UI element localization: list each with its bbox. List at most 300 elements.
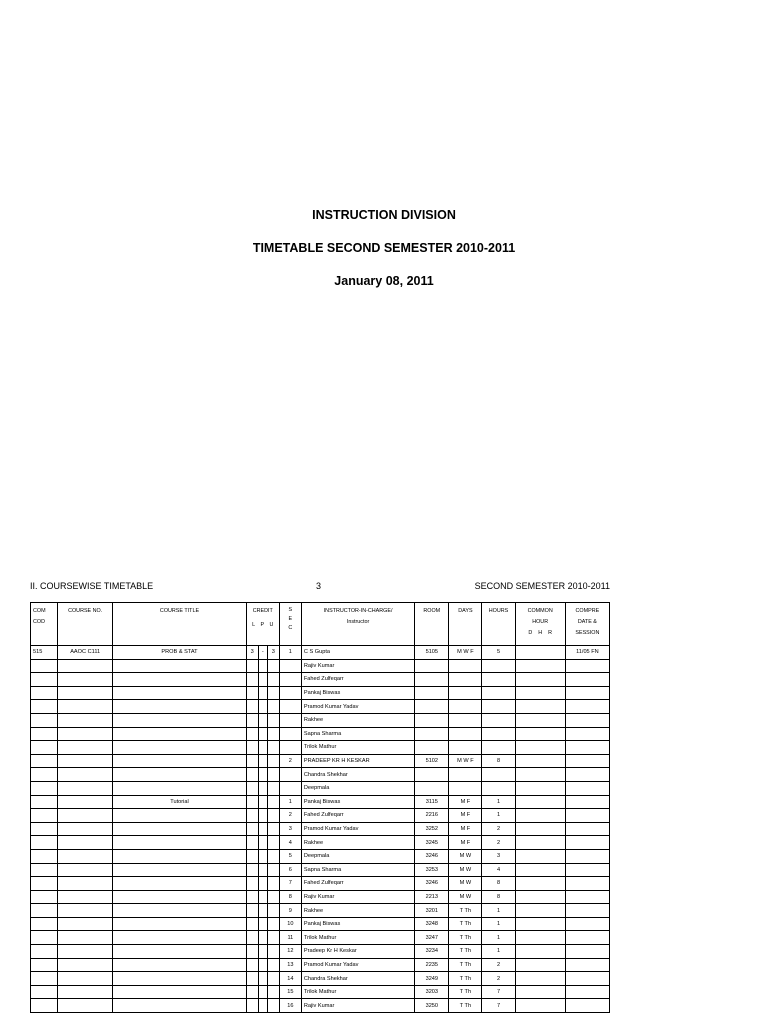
cell-compre: 11/05 FN: [565, 646, 609, 660]
cell-room: 3115: [415, 795, 449, 809]
cell-room: 2235: [415, 958, 449, 972]
cell-room: [415, 673, 449, 687]
cell-hours: 4: [482, 863, 515, 877]
cell-credit-l: [246, 849, 258, 863]
cell-course-title: [113, 700, 246, 714]
cell-common-hour: [515, 863, 565, 877]
cell-credit-l: [246, 836, 258, 850]
cell-common-hour: [515, 727, 565, 741]
cell-comcod: [31, 741, 58, 755]
cell-room: 3245: [415, 836, 449, 850]
cell-comcod: [31, 809, 58, 823]
cell-hours: [482, 768, 515, 782]
cell-comcod: [31, 849, 58, 863]
cell-credit-u: [267, 904, 279, 918]
cell-sec: 2: [279, 754, 301, 768]
cell-course-no: [58, 822, 113, 836]
cell-room: [415, 781, 449, 795]
cell-course-no: [58, 972, 113, 986]
cell-course-no: [58, 863, 113, 877]
cell-days: M F: [449, 836, 482, 850]
cell-hours: 7: [482, 985, 515, 999]
cell-sec: [279, 686, 301, 700]
cell-credit-p: [258, 931, 267, 945]
cell-comcod: [31, 877, 58, 891]
cell-room: 3250: [415, 999, 449, 1013]
cell-days: T Th: [449, 972, 482, 986]
cell-compre: [565, 863, 609, 877]
cell-credit-u: [267, 849, 279, 863]
cell-credit-u: [267, 700, 279, 714]
cell-hours: [482, 727, 515, 741]
table-row: [31, 646, 610, 660]
cell-sec: [279, 781, 301, 795]
cell-credit-l: [246, 958, 258, 972]
cell-course-title: [113, 822, 246, 836]
timetable-body: [31, 646, 610, 1013]
cell-credit-l: [246, 822, 258, 836]
cell-course-title: [113, 754, 246, 768]
cell-course-no: [58, 713, 113, 727]
cell-days: M W F: [449, 646, 482, 660]
cell-common-hour: [515, 781, 565, 795]
cell-comcod: [31, 781, 58, 795]
cell-course-title: [113, 945, 246, 959]
cell-comcod: [31, 931, 58, 945]
cell-compre: [565, 972, 609, 986]
table-row: [31, 795, 610, 809]
cell-common-hour: [515, 754, 565, 768]
cell-compre: [565, 917, 609, 931]
cell-hours: [482, 700, 515, 714]
table-row: [31, 958, 610, 972]
cell-credit-u: [267, 999, 279, 1013]
cell-room: [415, 659, 449, 673]
table-row: [31, 822, 610, 836]
cell-days: [449, 781, 482, 795]
cell-compre: [565, 700, 609, 714]
cell-hours: [482, 673, 515, 687]
cell-common-hour: [515, 686, 565, 700]
cell-course-title: Tutorial: [113, 795, 246, 809]
cell-course-title: [113, 877, 246, 891]
table-row: [31, 768, 610, 782]
cell-course-title: [113, 972, 246, 986]
cell-common-hour: [515, 985, 565, 999]
table-row: [31, 700, 610, 714]
cell-hours: [482, 741, 515, 755]
cell-credit-p: [258, 836, 267, 850]
cell-common-hour: [515, 741, 565, 755]
cell-hours: 8: [482, 754, 515, 768]
cell-course-no: [58, 985, 113, 999]
cell-course-title: [113, 931, 246, 945]
cell-instructor: Fahed Zulfeqarr: [301, 809, 414, 823]
table-row: [31, 659, 610, 673]
cell-days: [449, 768, 482, 782]
cell-days: T Th: [449, 958, 482, 972]
col-course-no: COURSE NO.: [58, 603, 113, 646]
table-row: [31, 972, 610, 986]
cell-days: M W F: [449, 754, 482, 768]
cell-sec: [279, 727, 301, 741]
cell-common-hour: [515, 713, 565, 727]
cell-instructor: PRADEEP KR H KESKAR: [301, 754, 414, 768]
cell-days: [449, 713, 482, 727]
cell-days: [449, 673, 482, 687]
cell-instructor: Trilok Mathur: [301, 931, 414, 945]
cell-compre: [565, 958, 609, 972]
cell-course-no: [58, 781, 113, 795]
cell-room: 3247: [415, 931, 449, 945]
cell-days: [449, 741, 482, 755]
cell-days: [449, 700, 482, 714]
cell-credit-p: -: [258, 646, 267, 660]
cell-course-no: [58, 904, 113, 918]
cell-sec: 7: [279, 877, 301, 891]
cell-credit-l: [246, 700, 258, 714]
cell-comcod: [31, 686, 58, 700]
cell-credit-l: [246, 917, 258, 931]
cell-comcod: [31, 985, 58, 999]
cell-hours: 3: [482, 849, 515, 863]
cell-comcod: [31, 945, 58, 959]
cell-credit-l: [246, 890, 258, 904]
cell-sec: [279, 741, 301, 755]
cell-course-title: [113, 958, 246, 972]
cell-credit-p: [258, 727, 267, 741]
cell-course-title: [113, 768, 246, 782]
cell-instructor: Sapna Sharma: [301, 727, 414, 741]
cell-instructor: Pramod Kumar Yadav: [301, 700, 414, 714]
cell-sec: 1: [279, 795, 301, 809]
cell-compre: [565, 768, 609, 782]
cell-credit-l: [246, 795, 258, 809]
cell-credit-u: [267, 754, 279, 768]
cell-course-no: [58, 795, 113, 809]
cell-course-no: AAOC C111: [58, 646, 113, 660]
cell-course-no: [58, 836, 113, 850]
table-row: [31, 727, 610, 741]
table-row: [31, 917, 610, 931]
cell-credit-l: [246, 741, 258, 755]
cell-course-title: [113, 863, 246, 877]
cell-days: M F: [449, 795, 482, 809]
cell-course-title: [113, 985, 246, 999]
cell-sec: [279, 673, 301, 687]
cell-course-no: [58, 659, 113, 673]
cell-compre: [565, 809, 609, 823]
semester-label: SECOND SEMESTER 2010-2011: [474, 581, 610, 591]
cell-comcod: [31, 890, 58, 904]
cell-sec: 16: [279, 999, 301, 1013]
cell-sec: 2: [279, 809, 301, 823]
cell-credit-l: [246, 999, 258, 1013]
cell-common-hour: [515, 999, 565, 1013]
table-row: [31, 931, 610, 945]
cell-comcod: 515: [31, 646, 58, 660]
cell-credit-p: [258, 904, 267, 918]
cell-comcod: [31, 822, 58, 836]
cell-instructor: Trilok Mathur: [301, 741, 414, 755]
cell-credit-l: [246, 985, 258, 999]
cell-common-hour: [515, 972, 565, 986]
cell-days: [449, 686, 482, 700]
cell-credit-p: [258, 700, 267, 714]
cell-common-hour: [515, 917, 565, 931]
cell-instructor: Pramod Kumar Yadav: [301, 958, 414, 972]
cell-sec: 1: [279, 646, 301, 660]
cell-credit-u: [267, 781, 279, 795]
cell-comcod: [31, 754, 58, 768]
cell-course-title: [113, 849, 246, 863]
col-common-hour: COMMON HOUR D H R: [515, 603, 565, 646]
cell-credit-u: [267, 768, 279, 782]
cell-credit-u: [267, 877, 279, 891]
cell-comcod: [31, 673, 58, 687]
cell-instructor: Rajiv Kumar: [301, 890, 414, 904]
cell-credit-p: [258, 741, 267, 755]
cell-comcod: [31, 904, 58, 918]
cell-credit-u: [267, 659, 279, 673]
cell-course-no: [58, 958, 113, 972]
cell-credit-l: [246, 768, 258, 782]
document-date: January 08, 2011: [334, 274, 434, 288]
table-row: [31, 673, 610, 687]
division-title: INSTRUCTION DIVISION: [312, 208, 456, 222]
cell-credit-u: 3: [267, 646, 279, 660]
cell-comcod: [31, 836, 58, 850]
cell-credit-u: [267, 836, 279, 850]
cell-instructor: Pankaj Biswas: [301, 917, 414, 931]
cell-common-hour: [515, 768, 565, 782]
cell-hours: 2: [482, 822, 515, 836]
cell-hours: 8: [482, 890, 515, 904]
cell-compre: [565, 904, 609, 918]
cell-course-no: [58, 754, 113, 768]
cell-room: [415, 713, 449, 727]
cell-instructor: Rajiv Kumar: [301, 999, 414, 1013]
cell-instructor: Rakhee: [301, 713, 414, 727]
cell-common-hour: [515, 673, 565, 687]
cell-hours: [482, 659, 515, 673]
col-hours: HOURS: [482, 603, 515, 646]
cell-credit-l: [246, 904, 258, 918]
page-number: 3: [316, 581, 322, 591]
cell-credit-l: [246, 673, 258, 687]
cell-compre: [565, 741, 609, 755]
cell-hours: 7: [482, 999, 515, 1013]
cell-comcod: [31, 727, 58, 741]
table-row: [31, 863, 610, 877]
cell-room: 2216: [415, 809, 449, 823]
cell-comcod: [31, 768, 58, 782]
col-room: ROOM: [415, 603, 449, 646]
cell-room: [415, 700, 449, 714]
cell-course-title: [113, 659, 246, 673]
cell-instructor: Rajiv Kumar: [301, 659, 414, 673]
cell-room: [415, 741, 449, 755]
cell-room: 3252: [415, 822, 449, 836]
cell-comcod: [31, 972, 58, 986]
cell-course-no: [58, 917, 113, 931]
cell-hours: 1: [482, 931, 515, 945]
cell-compre: [565, 945, 609, 959]
cell-instructor: Pramod Kumar Yadav: [301, 822, 414, 836]
cell-compre: [565, 985, 609, 999]
cell-days: M F: [449, 809, 482, 823]
cell-credit-p: [258, 877, 267, 891]
col-days: DAYS: [449, 603, 482, 646]
cell-credit-u: [267, 795, 279, 809]
cell-credit-u: [267, 741, 279, 755]
col-course-title: COURSE TITLE: [113, 603, 246, 646]
cell-credit-p: [258, 781, 267, 795]
cell-common-hour: [515, 646, 565, 660]
cell-common-hour: [515, 931, 565, 945]
cell-credit-u: [267, 972, 279, 986]
cell-course-no: [58, 890, 113, 904]
cell-comcod: [31, 795, 58, 809]
cell-course-title: [113, 999, 246, 1013]
cell-sec: 8: [279, 890, 301, 904]
cell-credit-p: [258, 958, 267, 972]
cell-course-title: [113, 727, 246, 741]
cell-credit-l: [246, 931, 258, 945]
cell-comcod: [31, 999, 58, 1013]
cell-credit-p: [258, 673, 267, 687]
cell-credit-l: [246, 877, 258, 891]
cell-sec: 6: [279, 863, 301, 877]
cell-common-hour: [515, 958, 565, 972]
cell-comcod: [31, 917, 58, 931]
cell-days: T Th: [449, 931, 482, 945]
cell-course-title: [113, 917, 246, 931]
cell-credit-u: [267, 686, 279, 700]
cell-compre: [565, 890, 609, 904]
cell-course-title: [113, 673, 246, 687]
cell-instructor: Deepmala: [301, 781, 414, 795]
cell-credit-u: [267, 713, 279, 727]
cell-hours: 1: [482, 809, 515, 823]
cell-compre: [565, 713, 609, 727]
cell-compre: [565, 727, 609, 741]
cell-credit-p: [258, 985, 267, 999]
section-title: II. COURSEWISE TIMETABLE: [30, 581, 154, 591]
cell-days: M W: [449, 877, 482, 891]
section-heading-line: [30, 581, 610, 595]
cell-course-no: [58, 931, 113, 945]
cell-instructor: C S Gupta: [301, 646, 414, 660]
cell-credit-p: [258, 713, 267, 727]
cell-instructor: Pradeep Kr H Keskar: [301, 945, 414, 959]
cell-instructor: Rakhee: [301, 836, 414, 850]
cell-sec: 15: [279, 985, 301, 999]
cell-credit-u: [267, 727, 279, 741]
cell-room: 3253: [415, 863, 449, 877]
cell-course-no: [58, 877, 113, 891]
cell-course-title: PROB & STAT: [113, 646, 246, 660]
cell-compre: [565, 781, 609, 795]
cell-days: T Th: [449, 904, 482, 918]
cell-sec: [279, 768, 301, 782]
cell-course-no: [58, 849, 113, 863]
cell-hours: 1: [482, 945, 515, 959]
cell-sec: 9: [279, 904, 301, 918]
col-instructor: INSTRUCTOR-IN-CHARGE/ Instructor: [301, 603, 414, 646]
cell-common-hour: [515, 877, 565, 891]
cell-credit-p: [258, 890, 267, 904]
cell-sec: [279, 700, 301, 714]
cell-room: [415, 768, 449, 782]
timetable-title: TIMETABLE SECOND SEMESTER 2010-2011: [252, 241, 516, 255]
cell-course-title: [113, 781, 246, 795]
cell-compre: [565, 931, 609, 945]
cell-instructor: Fahed Zulfeqarr: [301, 673, 414, 687]
cell-days: T Th: [449, 917, 482, 931]
cell-room: 3201: [415, 904, 449, 918]
cell-instructor: Pankaj Biswas: [301, 686, 414, 700]
cell-sec: [279, 659, 301, 673]
cell-credit-u: [267, 985, 279, 999]
cell-comcod: [31, 863, 58, 877]
cell-common-hour: [515, 904, 565, 918]
cell-course-title: [113, 904, 246, 918]
table-row: [31, 836, 610, 850]
table-row: [31, 686, 610, 700]
cell-instructor: Chandra Shekhar: [301, 768, 414, 782]
cell-credit-p: [258, 686, 267, 700]
cell-credit-l: [246, 945, 258, 959]
cell-course-no: [58, 700, 113, 714]
cell-compre: [565, 795, 609, 809]
cell-credit-u: [267, 673, 279, 687]
cell-compre: [565, 686, 609, 700]
table-row: [31, 849, 610, 863]
cell-hours: [482, 686, 515, 700]
cell-credit-p: [258, 999, 267, 1013]
cell-credit-p: [258, 795, 267, 809]
cell-course-title: [113, 890, 246, 904]
cell-days: M W: [449, 849, 482, 863]
cell-course-no: [58, 673, 113, 687]
cell-credit-l: 3: [246, 646, 258, 660]
cell-course-title: [113, 836, 246, 850]
cell-days: T Th: [449, 945, 482, 959]
cell-common-hour: [515, 700, 565, 714]
cell-room: 5102: [415, 754, 449, 768]
table-row: [31, 985, 610, 999]
cell-credit-l: [246, 781, 258, 795]
cell-common-hour: [515, 849, 565, 863]
cell-instructor: Fahed Zulfeqarr: [301, 877, 414, 891]
cell-room: 3234: [415, 945, 449, 959]
cell-instructor: Trilok Mathur: [301, 985, 414, 999]
cell-credit-p: [258, 849, 267, 863]
cell-credit-p: [258, 972, 267, 986]
cell-days: M W: [449, 890, 482, 904]
cell-common-hour: [515, 809, 565, 823]
cell-credit-p: [258, 754, 267, 768]
cell-days: [449, 659, 482, 673]
cell-hours: 1: [482, 795, 515, 809]
cell-credit-p: [258, 945, 267, 959]
cell-room: 5105: [415, 646, 449, 660]
cell-compre: [565, 754, 609, 768]
cell-hours: 8: [482, 877, 515, 891]
col-sec: S E C: [279, 603, 301, 646]
cell-credit-p: [258, 917, 267, 931]
